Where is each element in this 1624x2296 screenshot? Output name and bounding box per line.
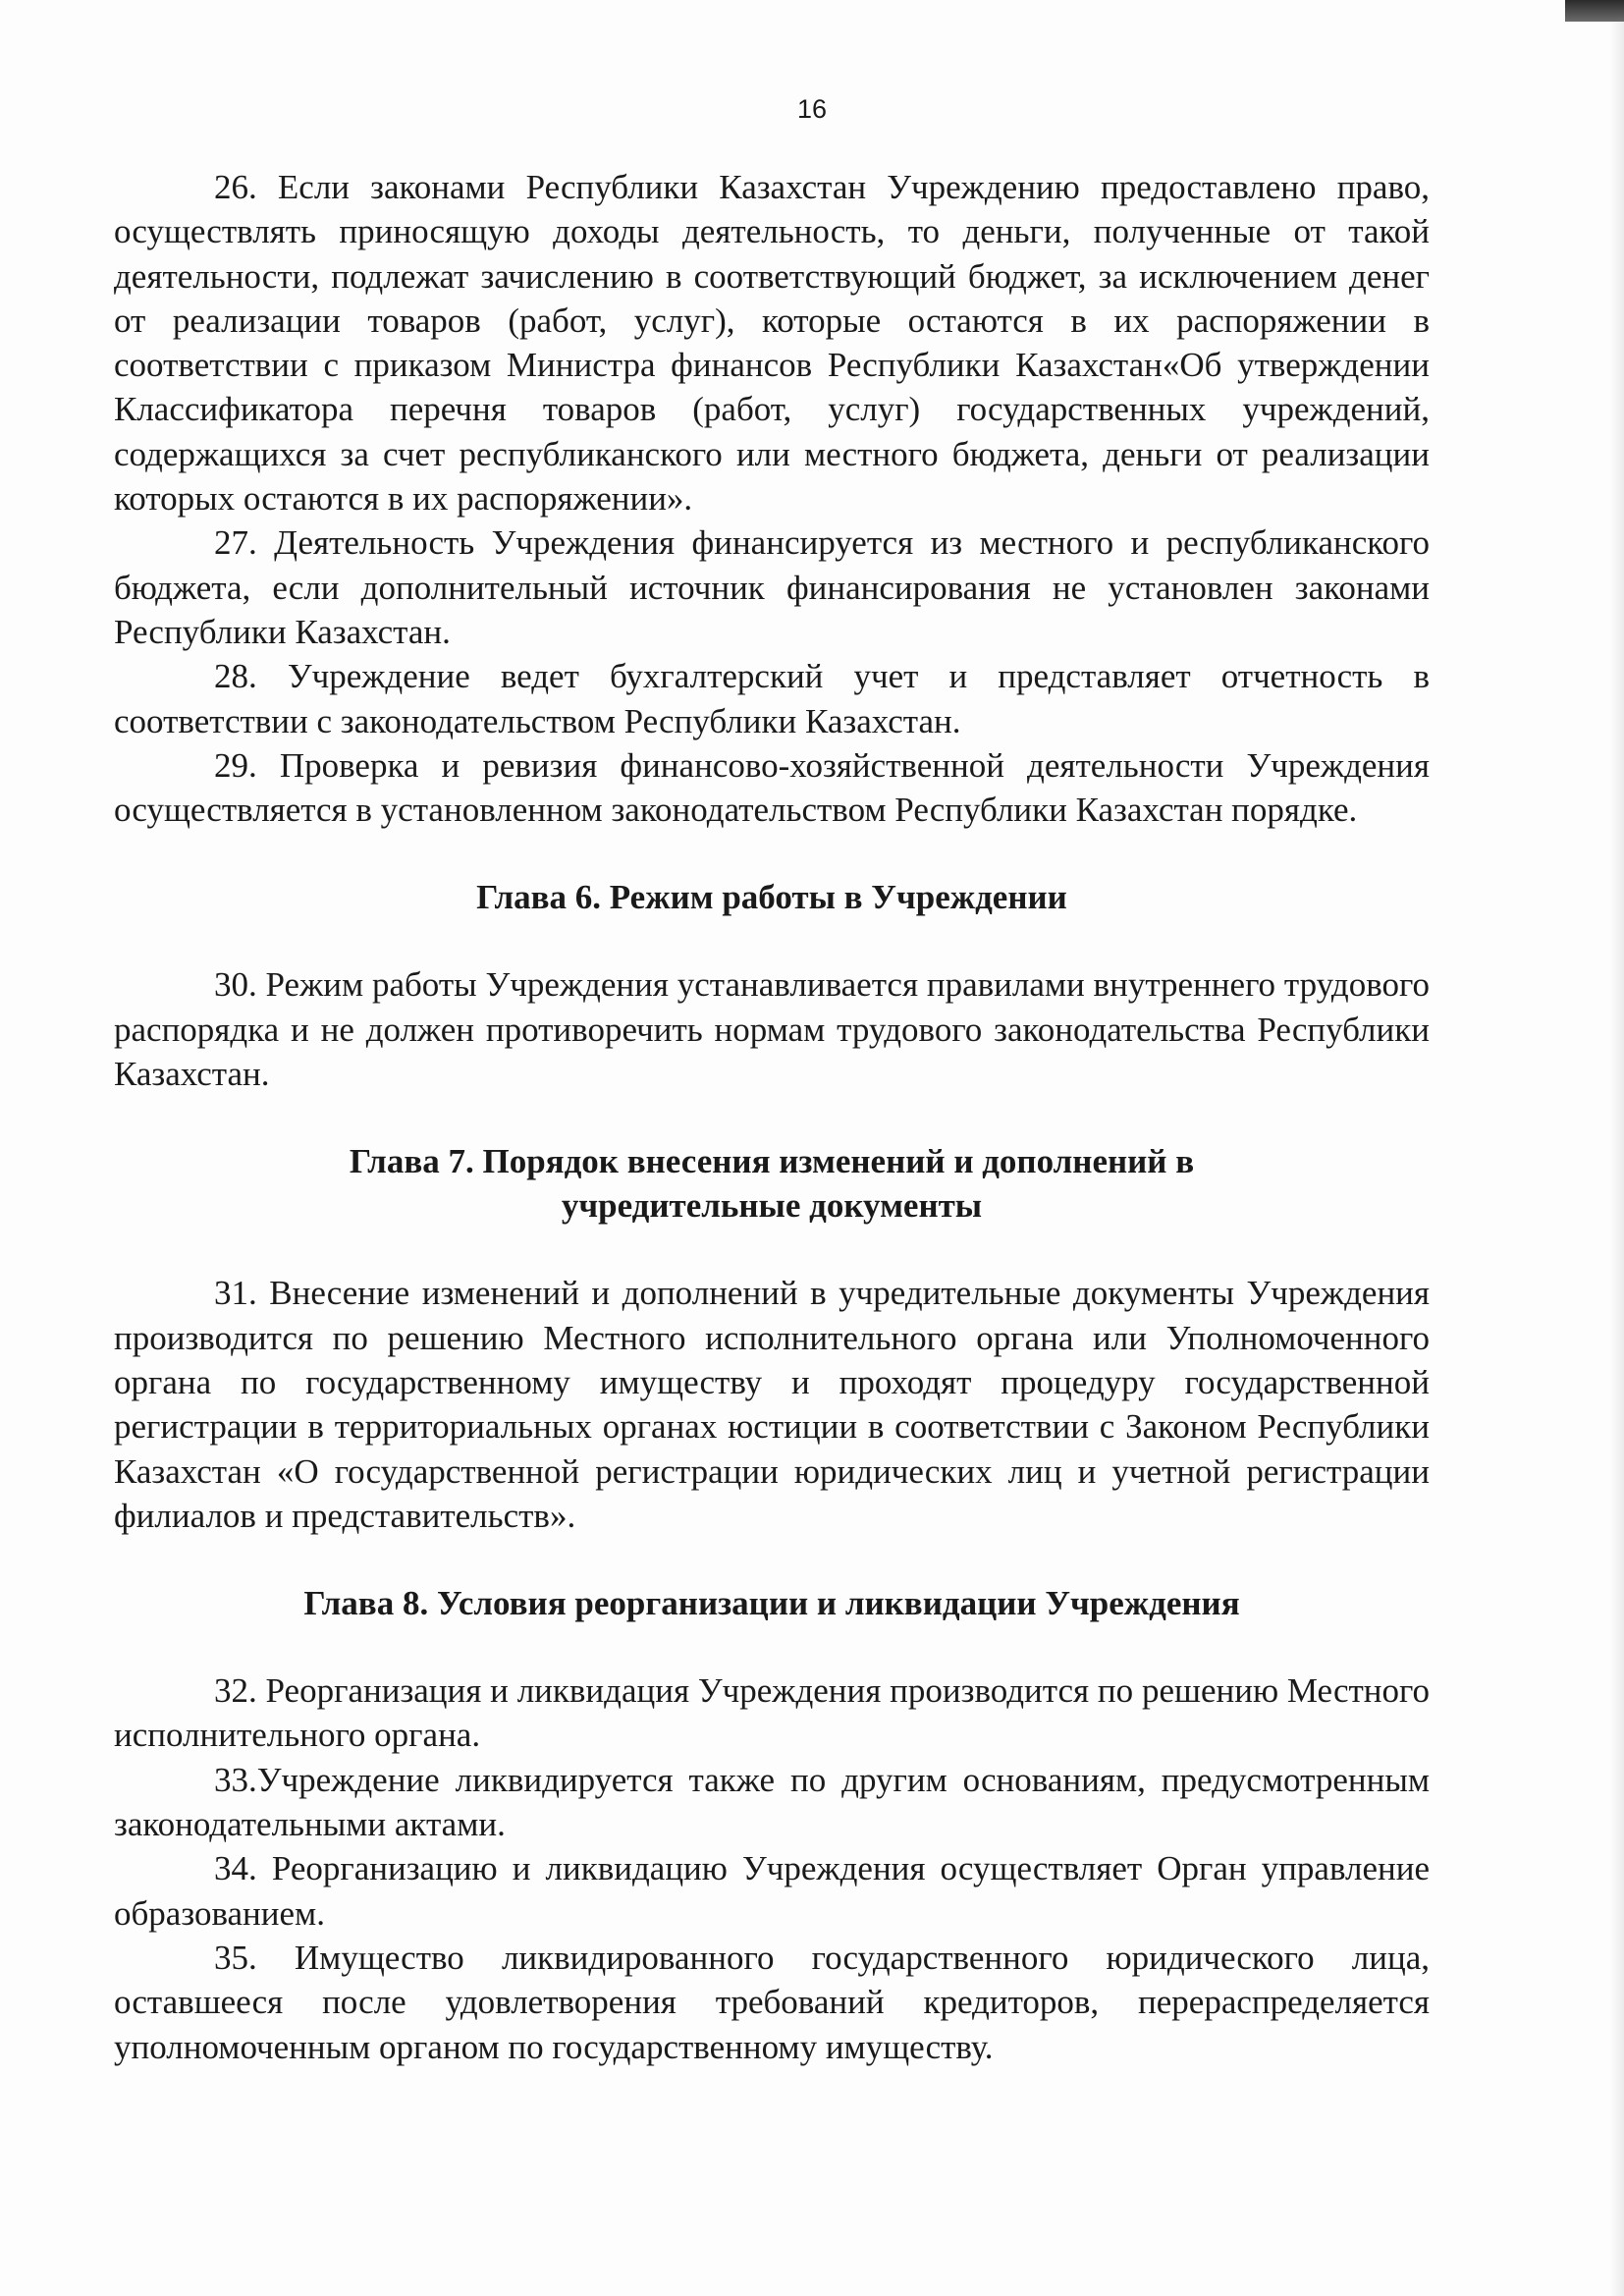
paragraph-31: 31. Внесение изменений и дополнений в учредительные документы Учреждения производится по решению Местного исполнительного органа или Уполномоченного органа по государственному имуществу и проходят процедуру государственной регистрации в территориальных органах юстиции в соответствии с Законом Республики Казахстан «О государственной регистрации юридических лиц и учетной регистрации филиалов и представительств».	[114, 1274, 1430, 1535]
paragraph-27: 27. Деятельность Учреждения финансируется из местного и республиканского бюджета, если дополнительный источник финансирования не установлен законами Республики Казахстан.	[114, 523, 1430, 651]
scan-edge-shadow	[1610, 0, 1624, 2296]
chapter-7-title-line-1: Глава 7. Порядок внесения изменений и дополнений в	[349, 1142, 1195, 1181]
paragraph-28: 28. Учреждение ведет бухгалтерский учет и представляет отчетность в соответствии с законодательством Республики Казахстан.	[114, 657, 1430, 740]
paragraph-29: 29. Проверка и ревизия финансово-хозяйственной деятельности Учреждения осуществляется в установленном законодательством Республики Казахстан порядке.	[114, 745, 1430, 830]
scan-corner-mark	[1565, 0, 1624, 22]
chapter-7-heading	[114, 1139, 1430, 1228]
paragraph-26: 26. Если законами Республики Казахстан Учреждению предоставлено право, осуществлять приносящую доходы деятельность, то деньги, полученные от такой деятельности, подлежат зачислению в соответствующий бюджет, за исключением денег от реализации товаров (работ, услуг), которые остаются в их распоряжении в соответствии с приказом Министра финансов Республики Казахстан«Об утверждении Классификатора перечня товаров (работ, услуг) государственных учреждений, содержащихся за счет республиканского или местного бюджета, деньги от реализации которых остаются в их распоряжении».	[114, 168, 1430, 519]
chapter-7-title-line-2: учредительные документы	[561, 1186, 983, 1226]
chapter-8-title: Глава 8. Условия реорганизации и ликвидации Учреждения	[303, 1584, 1240, 1623]
paragraph-30: 30. Режим работы Учреждения устанавливается правилами внутреннего трудового распорядка и не должен противоречить нормам трудового законодательства Республики Казахстан.	[114, 965, 1430, 1094]
page-number: 16	[796, 94, 828, 124]
document-body	[114, 165, 1430, 2069]
paragraph-33: 33.Учреждение ликвидируется также по другим основаниям, предусмотренным законодательными актами.	[114, 1760, 1430, 1844]
paragraph-34: 34. Реорганизацию и ликвидацию Учреждения осуществляет Орган управление образованием.	[114, 1849, 1430, 1933]
chapter-8-heading	[114, 1581, 1430, 1625]
chapter-6-title: Глава 6. Режим работы в Учреждении	[476, 878, 1067, 917]
paragraph-35: 35. Имущество ликвидированного государственного юридического лица, оставшееся после удовлетворения требований кредиторов, перераспределяется уполномоченным органом по государственному имуществу.	[114, 1938, 1430, 2066]
paragraph-32: 32. Реорганизация и ликвидация Учреждения производится по решению Местного исполнительного органа.	[114, 1671, 1430, 1755]
chapter-6-heading	[114, 875, 1430, 919]
